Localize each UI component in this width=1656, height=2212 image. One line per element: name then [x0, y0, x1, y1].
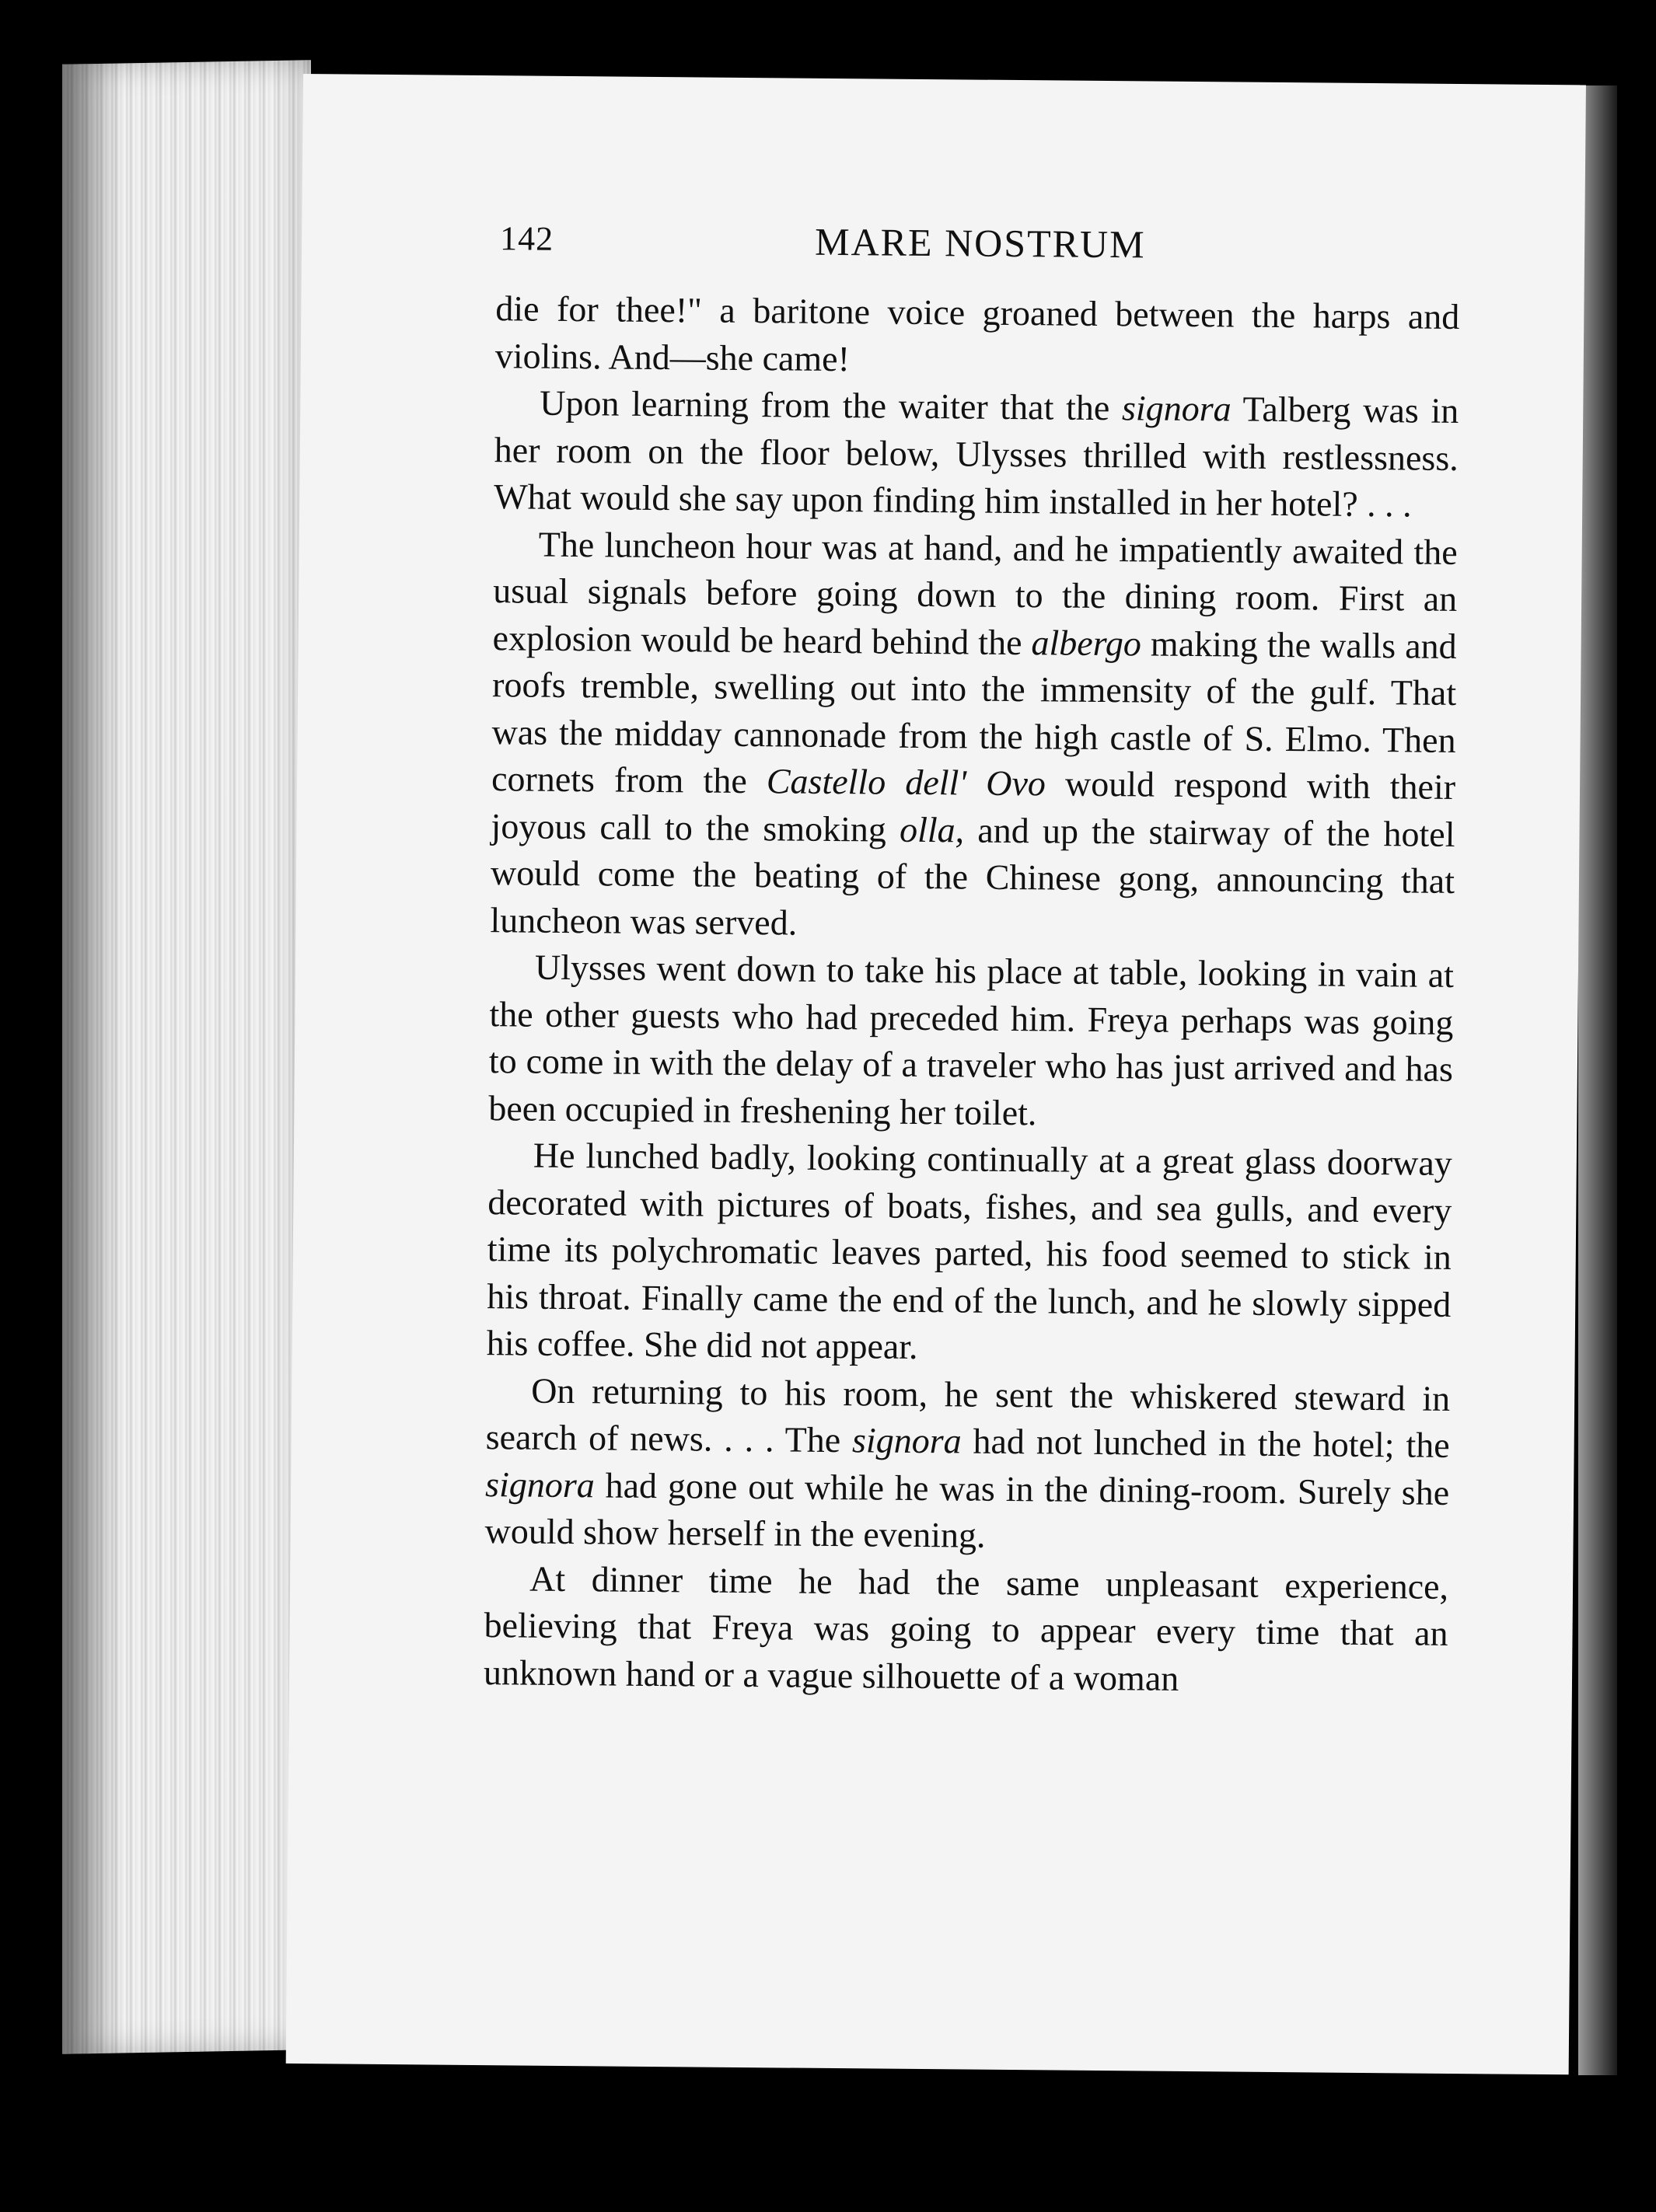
- text-run: making the walls and roofs tremble, swelling out into the immensity of the gulf. That was the midday cannonade from the high castle of S. Elmo. Then cornets from the: [491, 623, 1457, 801]
- text-block: [484, 215, 1461, 1704]
- italic-term: signora: [484, 1464, 595, 1505]
- text-run: and up the stairway of the hotel would come the beating of the Chinese gong, announcing that luncheon was served.: [490, 809, 1455, 943]
- text-run: had gone out while he was in the dining-room. Surely she would show herself in the evening.: [484, 1464, 1450, 1555]
- text-run: The luncheon hour was at hand, and he impatiently awaited the usual signals before going down to the dining room. First an explosion would be heard behind the: [492, 524, 1458, 662]
- italic-term: olla,: [899, 809, 965, 850]
- italic-term: signora: [1121, 388, 1232, 429]
- text-run: would respond with their joyous call to the smoking: [491, 763, 1456, 850]
- paragraph: [494, 379, 1459, 529]
- paragraph: [495, 285, 1460, 388]
- page-header: [496, 215, 1461, 294]
- text-run: Talberg was in her room on the floor below, Ulysses thrilled with restlessness. What would she say upon finding him installed in her hotel? . . .: [494, 389, 1459, 525]
- italic-term: albergo: [1031, 622, 1142, 663]
- body-text: [484, 285, 1460, 1704]
- page-gutter-shadow: [1578, 85, 1617, 2075]
- text-run: On returning to his room, he sent the whiskered steward in search of news. . . . The: [485, 1370, 1451, 1460]
- text-run: He lunched badly, looking continually at a great glass doorway decorated with pictures of boats, fishes, and sea gulls, and every time its polychromatic leaves parted, his food seemed to stick in his throat. Finally came the end of the lunch, and he slowly sipped his coffee. She did not appear.: [486, 1135, 1453, 1366]
- text-run: Upon learning from the waiter that the: [540, 382, 1123, 428]
- running-head: MARE NOSTRUM: [814, 219, 1146, 267]
- paragraph: [490, 521, 1458, 952]
- text-run: At dinner time he had the same unpleasant experience, believing that Freya was going to appear every time that an unknown hand or a vague silhouette of a woman: [483, 1558, 1449, 1698]
- paragraph: [484, 1367, 1450, 1564]
- paragraph: [488, 944, 1454, 1140]
- page-number: 142: [499, 219, 554, 258]
- text-run: had not lunched in the hotel; the: [961, 1421, 1450, 1465]
- italic-term: Castello dell' Ovo: [766, 761, 1046, 804]
- paragraph: [484, 1555, 1449, 1704]
- book-page-edges: [62, 60, 311, 2054]
- book-page: [286, 74, 1586, 2074]
- italic-term: signora: [851, 1420, 962, 1461]
- text-run: Ulysses went down to take his place at table, looking in vain at the other guests who had preceded him. Freya perhaps was going to come in with the delay of a traveler who has just arrived and has been occupied in freshening her toilet.: [488, 947, 1455, 1132]
- paragraph: [486, 1132, 1452, 1375]
- paragraph-text: die for thee!" a baritone voice groaned between the harps and violins. And—she came!: [494, 288, 1460, 379]
